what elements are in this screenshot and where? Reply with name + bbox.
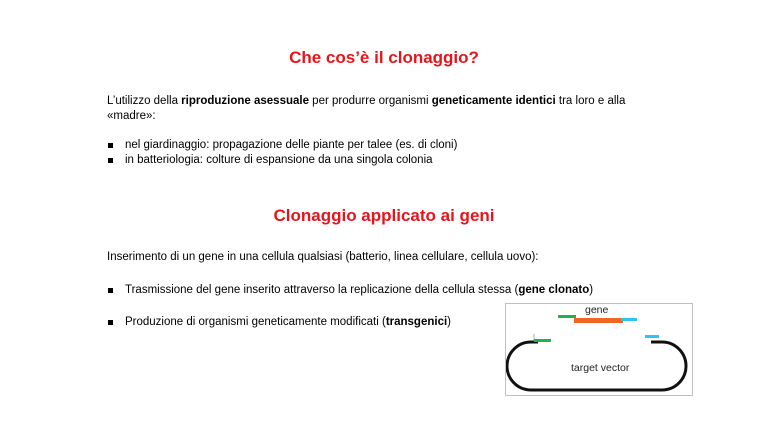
- section-title-gene-cloning: Clonaggio applicato ai geni: [273, 206, 495, 225]
- list-item: nel giardinaggio: propagazione delle piante per talee (es. di cloni): [107, 138, 457, 153]
- bullet-square-icon: [108, 288, 113, 293]
- list-item: in batteriologia: colture di espansione da una singola colonia: [107, 153, 457, 168]
- gene-flank-right: [621, 318, 637, 321]
- vector-label: target vector: [571, 362, 630, 374]
- gene-label: gene: [585, 304, 609, 316]
- section-title-cloning: Che cos’è il clonaggio?: [289, 48, 479, 67]
- vector-diagram-svg: [506, 304, 692, 395]
- cloning-definition: L’utilizzo della riproduzione asessuale per produrre organismi geneticamente identici tra loro e alla «madre»:: [107, 95, 626, 122]
- gene-insertion-text: Inserimento di un gene in una cellula qualsiasi (batterio, linea cellulare, cellula uovo):: [107, 251, 539, 263]
- cloning-examples-list: [107, 138, 457, 168]
- list-item: Produzione di organismi geneticamente modificati (transgenici): [107, 315, 593, 330]
- vector-diagram: [505, 303, 693, 396]
- bullet-square-icon: [108, 143, 113, 148]
- vector-site-left: [534, 339, 551, 342]
- gene-flank-left: [558, 315, 576, 318]
- list-item: Trasmissione del gene inserito attraverso la replicazione della cellula stessa (gene clonato): [107, 283, 593, 298]
- vector-site-right: [645, 335, 659, 338]
- bullet-square-icon: [108, 158, 113, 163]
- bullet-square-icon: [108, 320, 113, 325]
- gene-insert: [574, 318, 623, 323]
